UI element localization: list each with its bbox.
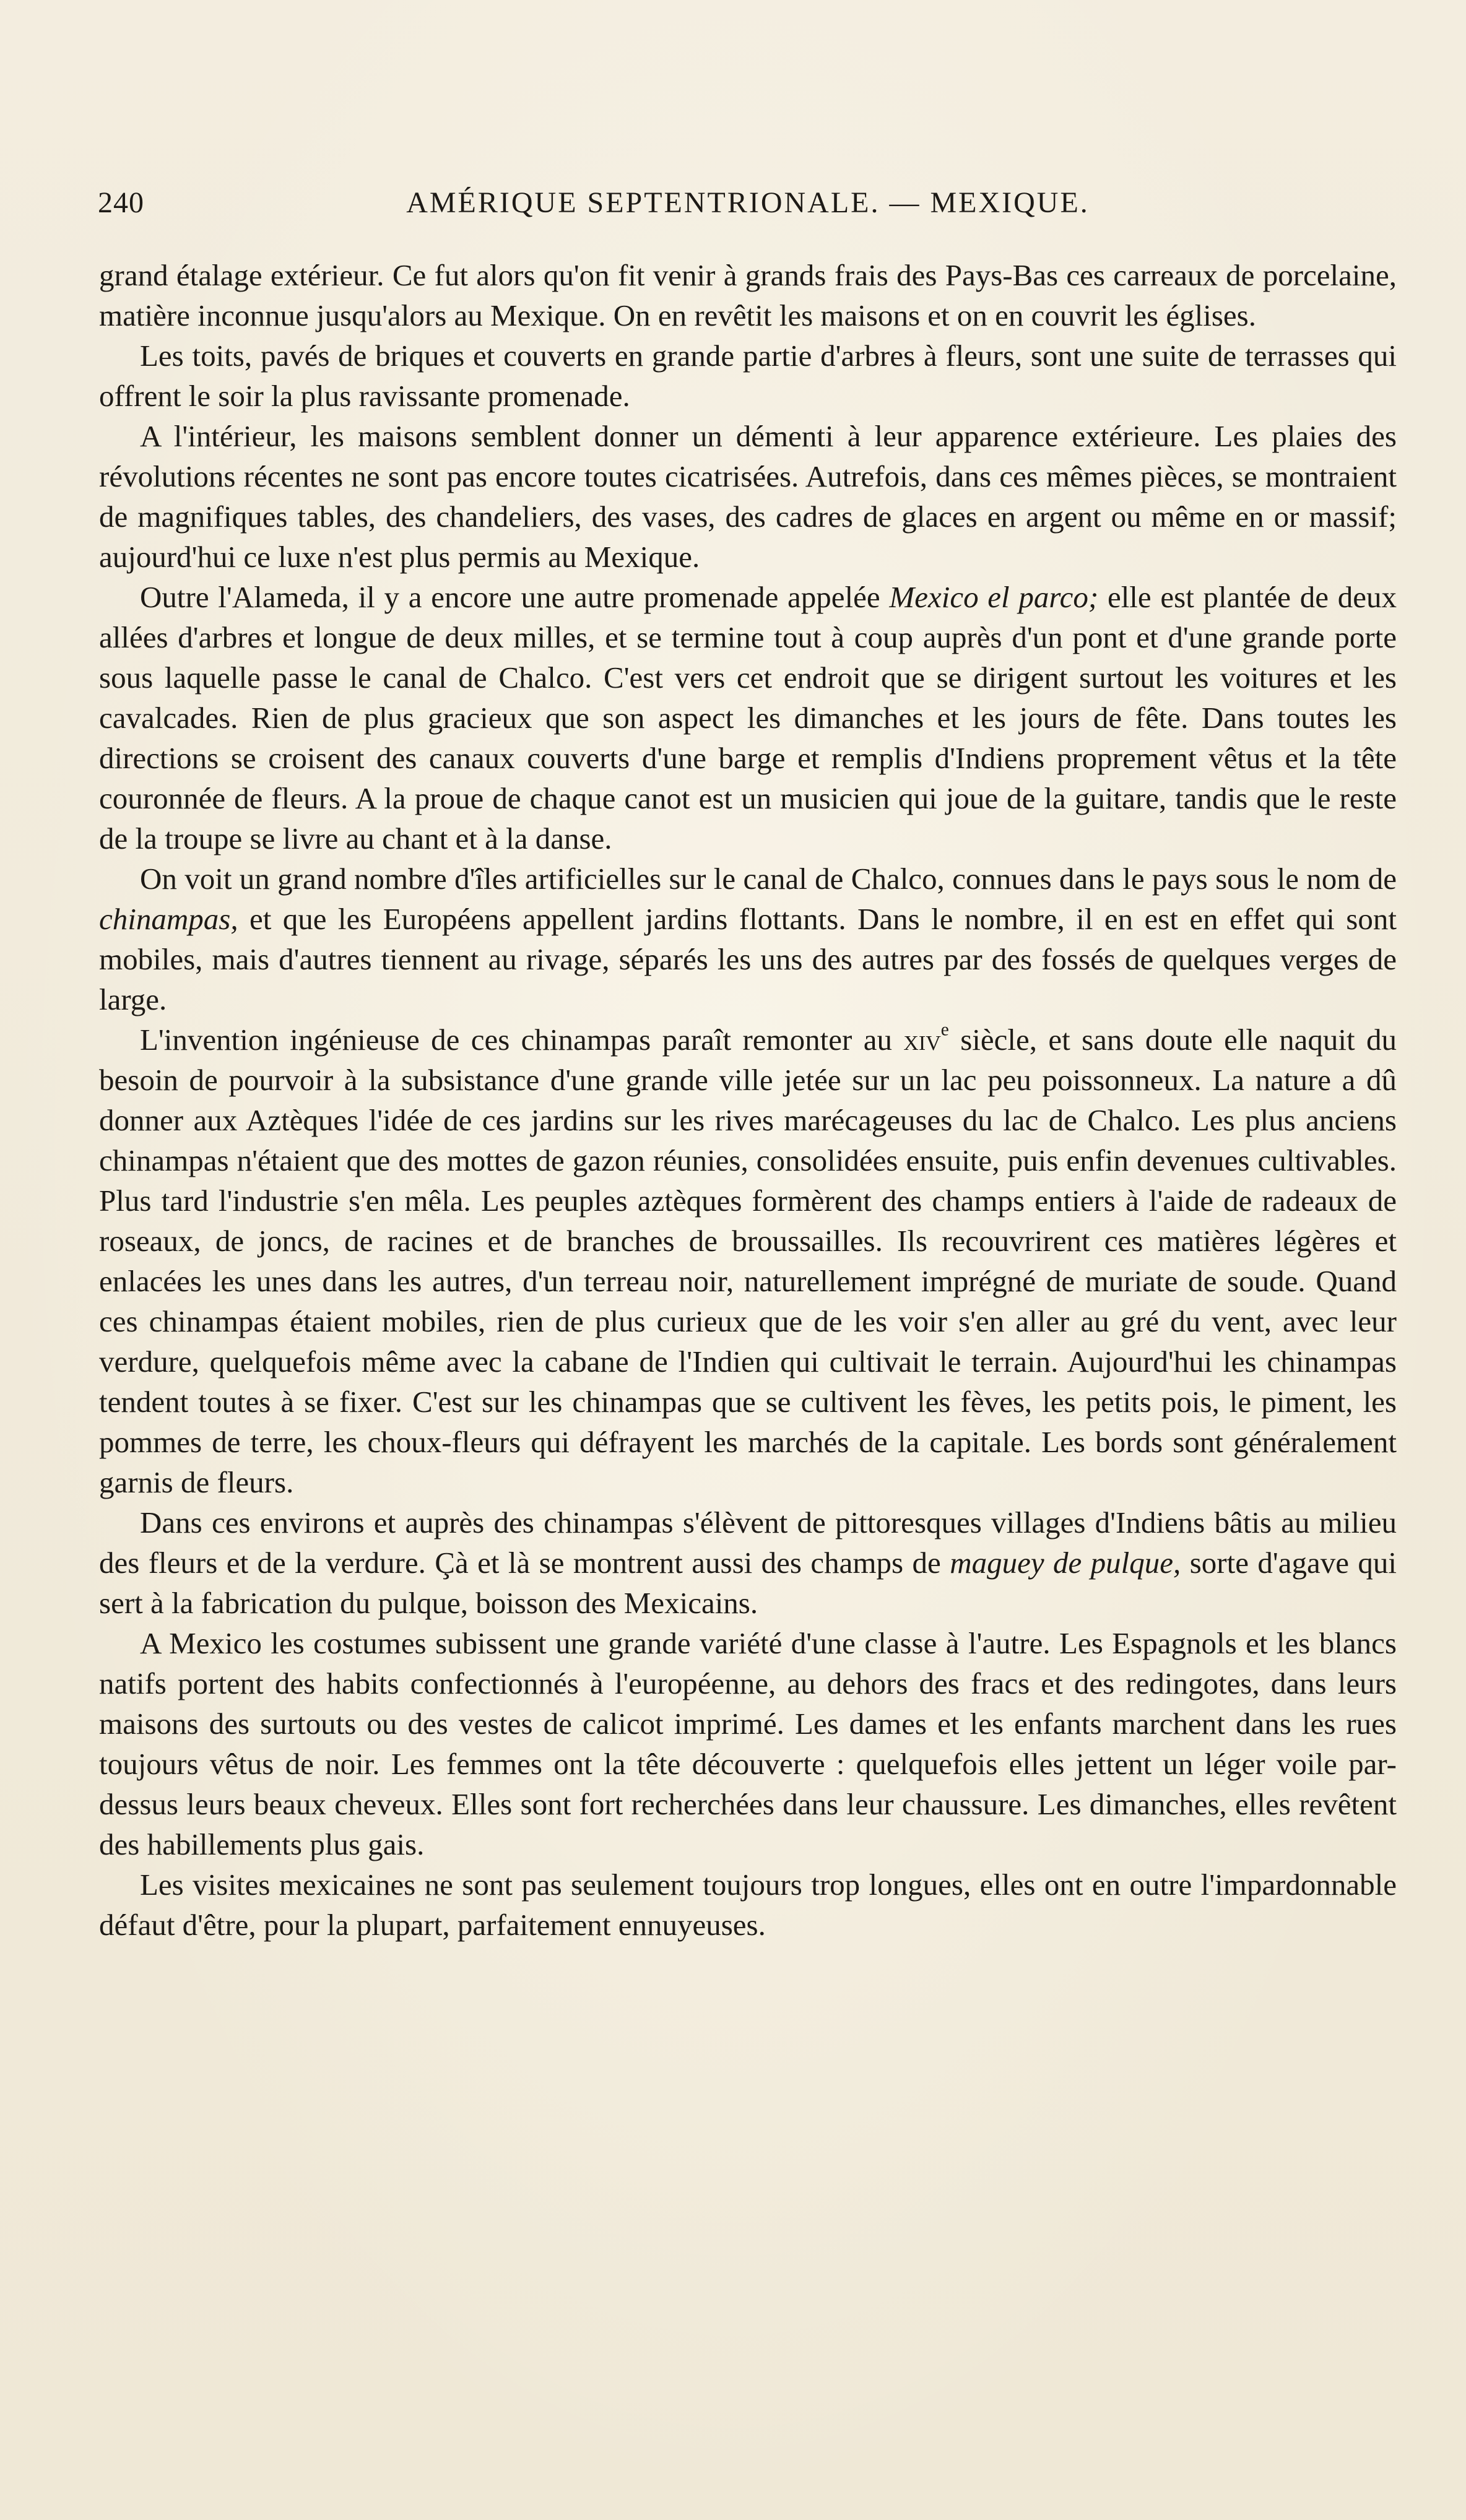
paragraph [99,859,1397,1020]
text-run: A Mexico les costumes subissent une grande variété d'une classe à l'autre. Les Espagnols et les blancs natifs portent des habits confectionnés à l'européenne, au dehors des fracs et des redingotes, dans leurs maisons des surtouts ou des vestes de calicot imprimé. Les dames et les enfants marchent dans les rues toujours vêtus de noir. Les femmes ont la tête découverte : quelquefois elles jettent un léger voile par-dessus leurs beaux cheveux. Elles sont fort recherchées dans leur chaussure. Les dimanches, elles revêtent des habillements plus gais. [99,1626,1397,1861]
italic-term: Mexico el parco; [889,580,1099,614]
superscript: e [940,1020,949,1040]
text-run: L'invention ingénieuse de ces chinampas paraît remonter au [140,1023,904,1057]
text-run: Outre l'Alameda, il y a encore une autre promenade appelée [140,580,890,614]
text-run: siècle, et sans doute elle naquit du besoin de pourvoir à la subsistance d'une grande ville jetée sur un lac peu poissonneux. La nature a dû donner aux Aztèques l'idée de ces jardins sur les rives marécageuses du lac de Chalco. Les plus anciens chinampas n'étaient que des mottes de gazon réunies, consolidées ensuite, puis enfin devenues cultivables. Plus tard l'industrie s'en mêla. Les peuples aztèques formèrent des champs entiers à l'aide de radeaux de roseaux, de joncs, de racines et de branches de broussailles. Ils recouvrirent ces matières légères et enlacées les unes dans les autres, d'un terreau noir, naturellement imprégné de muriate de soude. Quand ces chinampas étaient mobiles, rien de plus curieux que de les voir s'en aller au gré du vent, avec leur verdure, quelquefois même avec la cabane de l'Indien qui cultivait le terrain. Aujourd'hui les chinampas tendent toutes à se fixer. C'est sur les chinampas que se cultivent les fèves, les petits pois, le piment, les pommes de terre, les choux-fleurs qui défrayent les marchés de la capitale. Les bords sont généralement garnis de fleurs. [99,1023,1397,1499]
body-text [99,255,1397,1945]
text-run: On voit un grand nombre d'îles artificielles sur le canal de Chalco, connues dans le pays sous le nom de [140,862,1397,896]
text-run: A l'intérieur, les maisons semblent donner un démenti à leur apparence extérieure. Les plaies des révolutions récentes ne sont pas encore toutes cicatrisées. Autrefois, dans ces mêmes pièces, se montraient de magnifiques tables, des chandeliers, des vases, des cadres de glaces en argent ou même en or massif; aujourd'hui ce luxe n'est plus permis au Mexique. [99,419,1397,574]
text-run: xiv [903,1023,941,1057]
paragraph [99,1864,1397,1945]
text-run: Les toits, pavés de briques et couverts en grande partie d'arbres à fleurs, sont une suite de terrasses qui offrent le soir la plus ravissante promenade. [99,339,1397,413]
text-run: et que les Européens appellent jardins flottants. Dans le nombre, il en est en effet qui sont mobiles, mais d'autres tiennent au rivage, séparés les uns des autres par des fossés de quelques verges de large. [99,902,1397,1016]
paragraph [99,255,1397,336]
text-run: elle est plantée de deux allées d'arbres et longue de deux milles, et se termine tout à coup auprès d'un pont et d'une grande porte sous laquelle passe le canal de Chalco. C'est vers cet endroit que se dirigent surtout les voitures et les cavalcades. Rien de plus gracieux que son aspect les dimanches et les jours de fête. Dans toutes les directions se croisent des canaux couverts d'une barge et remplis d'Indiens proprement vêtus et la tête couronnée de fleurs. A la proue de chaque canot est un musicien qui joue de la guitare, tandis que le reste de la troupe se livre au chant et à la danse. [99,580,1397,855]
paragraph [99,577,1397,859]
page-number: 240 [98,186,144,219]
paragraph [99,1020,1397,1502]
text-run: grand étalage extérieur. Ce fut alors qu'on fit venir à grands frais des Pays-Bas ces carreaux de porcelaine, matière inconnue jusqu'alors au Mexique. On en revêtit les maisons et on en couvrit les églises. [99,258,1397,332]
italic-term: chinampas, [99,902,238,936]
paragraph [99,1502,1397,1623]
paragraph [99,416,1397,577]
italic-term: maguey de pulque, [950,1546,1181,1580]
paragraph [99,336,1397,416]
text-run: Les visites mexicaines ne sont pas seulement toujours trop longues, elles ont en outre l'impardonnable défaut d'être, pour la plupart, parfaitement ennuyeuses. [99,1868,1397,1942]
page-header [98,186,1398,229]
text-run: sorte d'agave qui sert à la fabrication du pulque, boisson des Mexicains. [99,1546,1397,1620]
text-run: Dans ces environs et auprès des chinampas s'élèvent de pittoresques villages d'Indiens bâtis au milieu des fleurs et de la verdure. Çà et là se montrent aussi des champs de [99,1505,1397,1580]
paragraph [99,1623,1397,1864]
running-title: AMÉRIQUE SEPTENTRIONALE. — MEXIQUE. [406,186,1090,219]
